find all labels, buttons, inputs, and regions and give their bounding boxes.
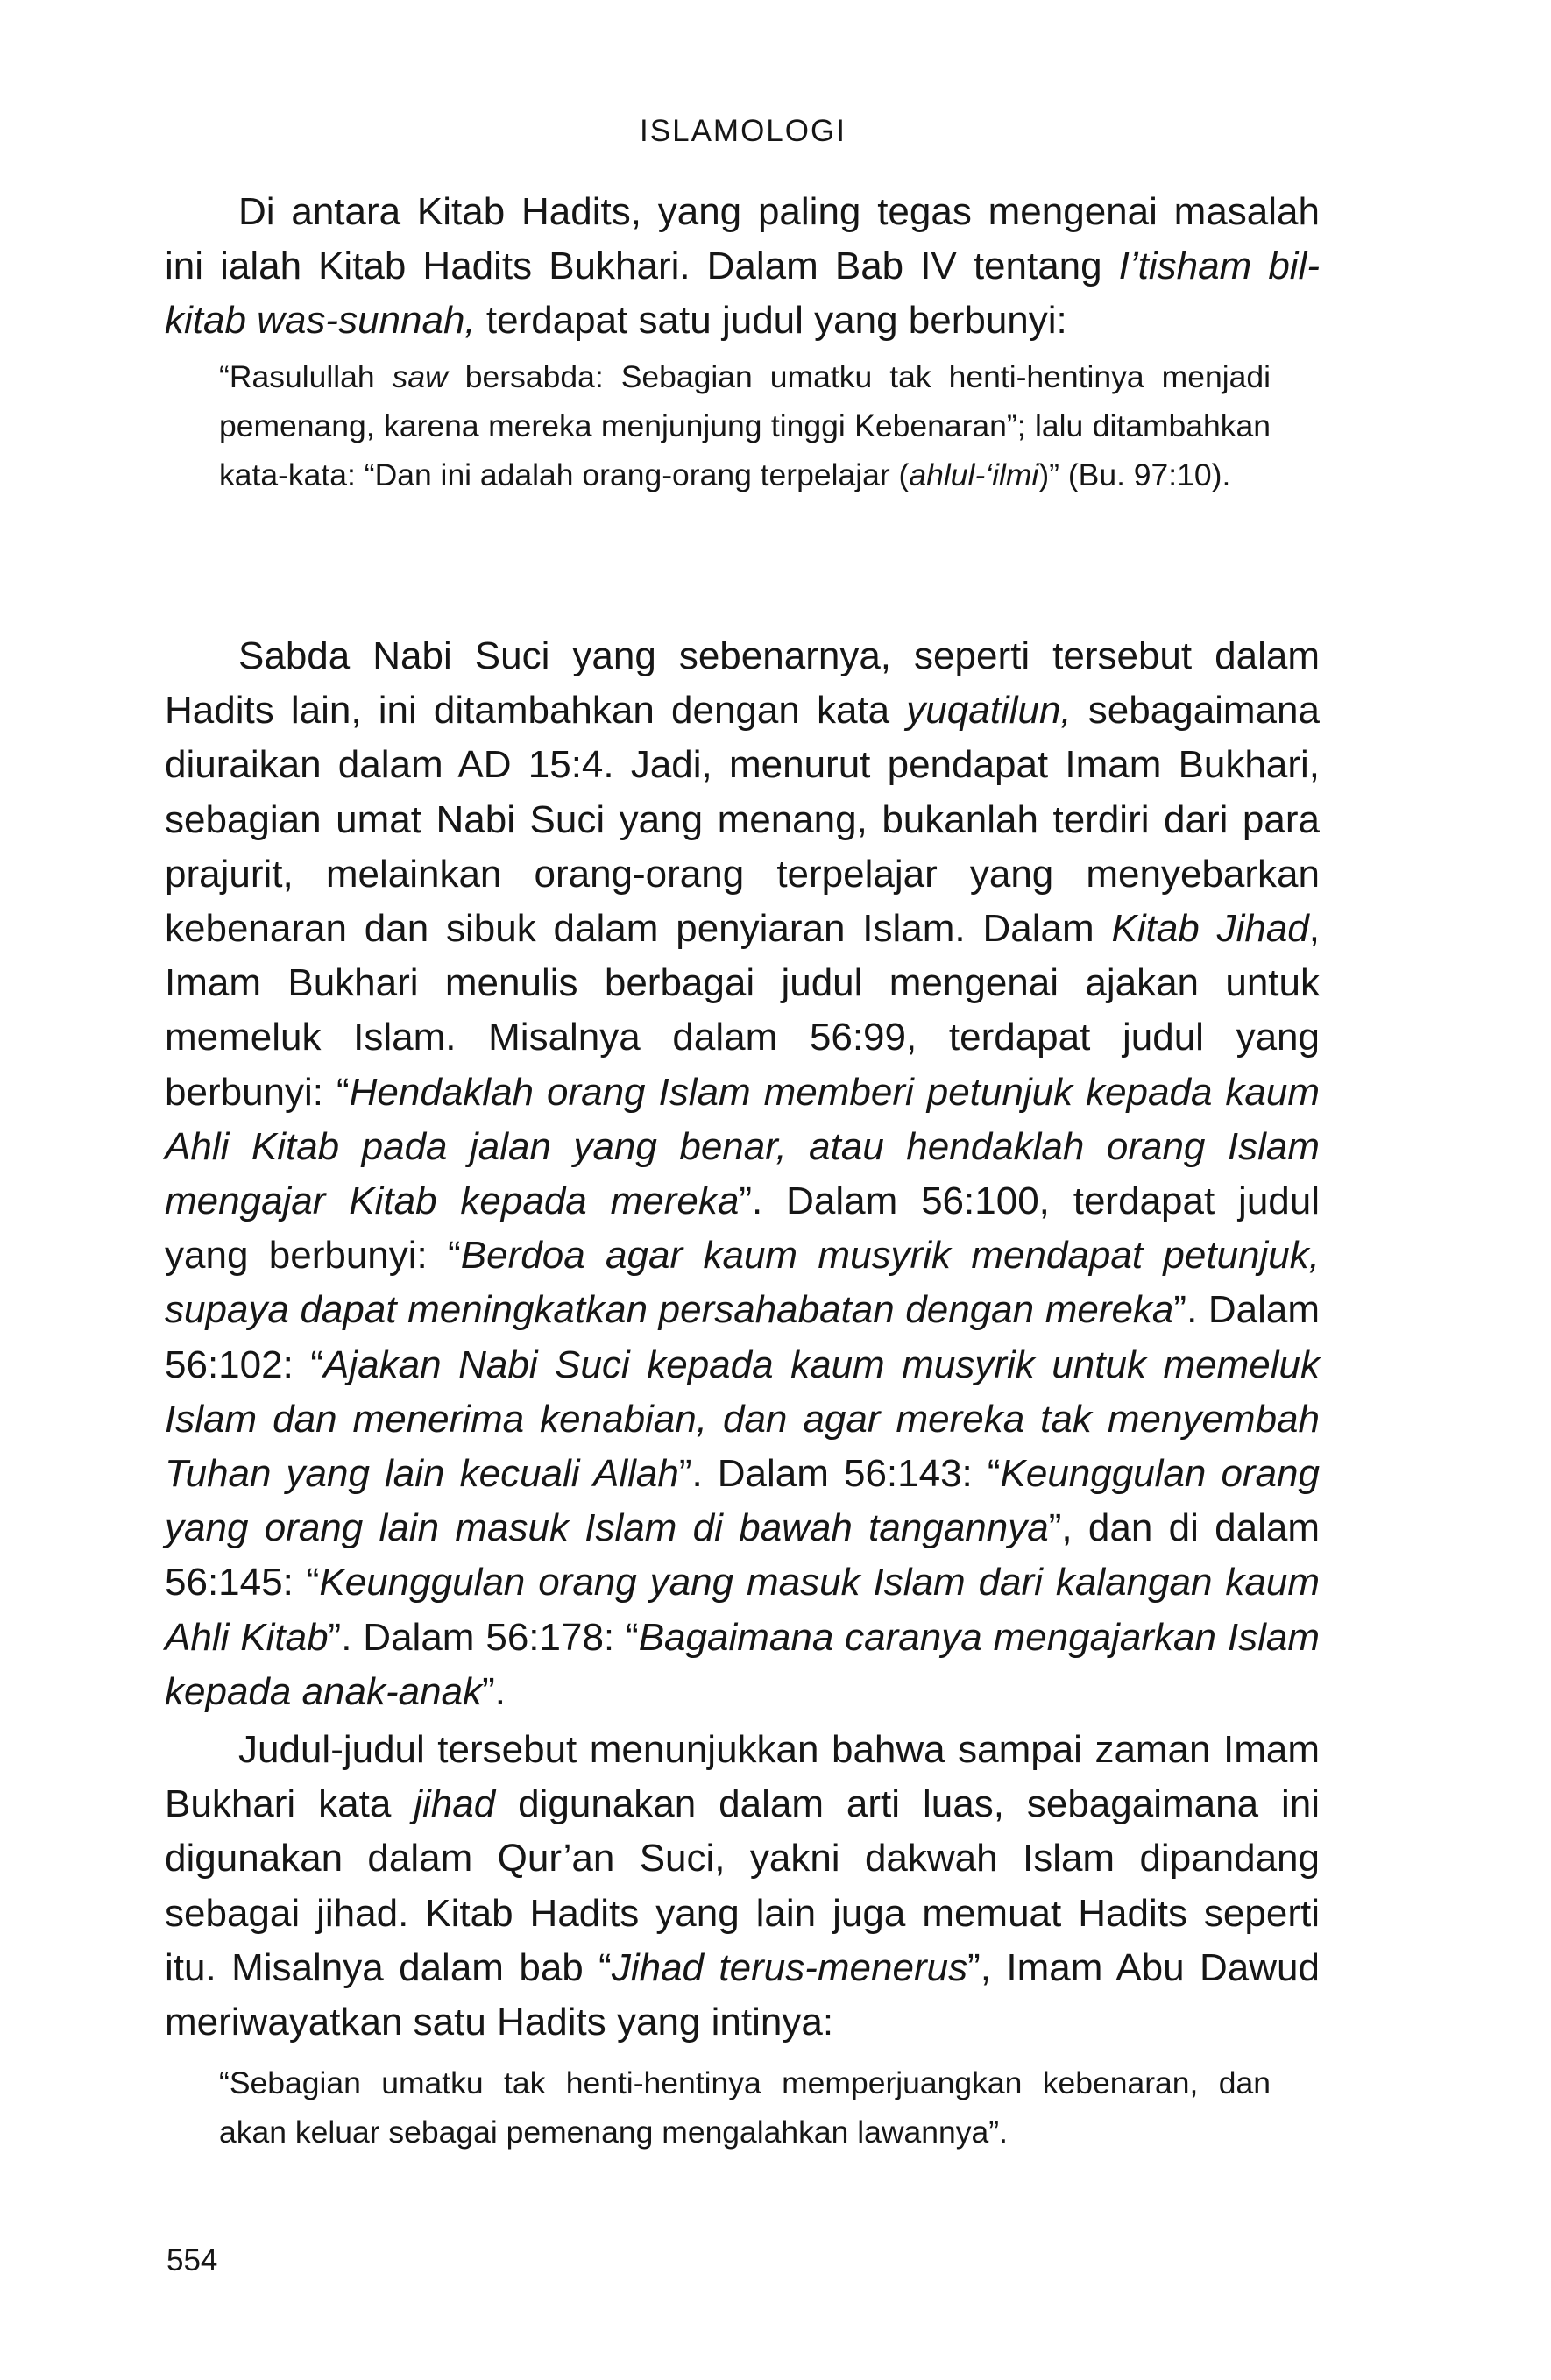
italic-term: Jihad terus-menerus — [611, 1945, 968, 1989]
text-run: digunakan dalam arti luas, sebagaimana ini digunakan dalam Qur’an Suci, yakni dakwah Islam dipandang sebagai jihad. Kitab Hadits yang lain juga memuat Hadits seperti itu. Misalnya dalam bab “ — [165, 1782, 1320, 1989]
text-run: ”, dan di dalam 56:145: “ — [165, 1506, 1320, 1604]
italic-quote: Bagaimana caranya mengajarkan Islam kepada anak-anak — [165, 1615, 1320, 1713]
italic-quote: Keunggulan orang yang orang lain masuk Islam di bawah tangannya — [165, 1452, 1320, 1550]
text-run: Sabda Nabi Suci yang sebenarnya, seperti tersebut dalam Hadits lain, ini ditambahkan dengan kata — [165, 634, 1320, 733]
italic-term: jihad — [414, 1782, 496, 1826]
text-run: ”. — [482, 1669, 506, 1713]
italic-term: I’tisham bil-kitab was-sunnah, — [165, 244, 1320, 343]
italic-quote: Keunggulan orang yang masuk Islam dari kalangan kaum Ahli Kitab — [165, 1561, 1320, 1659]
italic-term: saw — [392, 359, 448, 394]
text-run: ”. Dalam 56:102: “ — [165, 1288, 1321, 1386]
paragraph-2 — [165, 629, 1320, 1719]
text-run: , Imam Bukhari menulis berbagai judul mengenai ajakan untuk memeluk Islam. Misalnya dalam 56:99, terdapat judul yang berbunyi: “ — [165, 907, 1321, 1114]
text-run: Di antara Kitab Hadits, yang paling tegas mengenai masalah ini ialah Kitab Hadits Bukhari. Dalam Bab IV tentang — [165, 190, 1320, 288]
italic-quote: Hendaklah orang Islam memberi petunjuk kepada kaum Ahli Kitab pada jalan yang benar, atau hendaklah orang Islam mengajar Kitab kepada mereka — [165, 1070, 1320, 1223]
text-run: bersabda: Sebagian umatku tak henti-hentinya menjadi pemenang, karena mereka menjunjung tinggi Kebenaran”; lalu ditambahkan kata-kata: “Dan ini adalah orang-orang terpelajar ( — [219, 359, 1271, 492]
text-run: ”, Imam Abu Dawud meriwayatkan satu Hadits yang intinya: — [165, 1945, 1320, 2044]
italic-term: Kitab Jihad — [1111, 907, 1309, 951]
running-header: ISLAMOLOGI — [640, 114, 846, 148]
text-run: sebagaimana diuraikan dalam AD 15:4. Jadi, menurut pendapat Imam Bukhari, sebagian umat Nabi Suci yang menang, bukanlah terdiri dari para prajurit, melainkan orang-orang terpelajar yang menyebarkan kebenaran dan sibuk dalam penyiaran Islam. Dalam — [165, 689, 1320, 951]
paragraph-1 — [165, 185, 1320, 349]
paragraph-3 — [165, 1723, 1320, 2050]
text-run: )” (Bu. 97:10). — [1038, 457, 1231, 492]
block-quote-2 — [219, 2058, 1271, 2157]
text-run: terdapat satu judul yang berbunyi: — [475, 299, 1067, 343]
quote-text: “Sebagian umatku tak henti-hentinya memperjuangkan kebenaran, dan akan keluar sebagai pemenang mengalahkan lawannya”. — [219, 2065, 1271, 2150]
page-number: 554 — [166, 2243, 218, 2277]
block-quote-1 — [219, 352, 1271, 499]
text-run: Judul-judul tersebut menunjukkan bahwa sampai zaman Imam Bukhari kata — [165, 1728, 1320, 1826]
text-run: “Rasulullah — [219, 359, 393, 394]
italic-term: ahlul-‘ilmi — [909, 457, 1039, 492]
italic-term: yuqatilun, — [906, 689, 1072, 733]
text-run: ”. Dalam 56:143: “ — [678, 1452, 1001, 1496]
italic-quote: Berdoa agar kaum musyrik mendapat petunjuk, supaya dapat meningkatkan persahabatan dengan mereka — [165, 1234, 1320, 1332]
text-run: ”. Dalam 56:100, terdapat judul yang berbunyi: “ — [165, 1179, 1321, 1278]
italic-quote: Ajakan Nabi Suci kepada kaum musyrik untuk memeluk Islam dan menerima kenabian, dan agar mereka tak menyembah Tuhan yang lain kecuali Allah — [165, 1342, 1320, 1496]
text-run: ”. Dalam 56:178: “ — [328, 1615, 639, 1659]
